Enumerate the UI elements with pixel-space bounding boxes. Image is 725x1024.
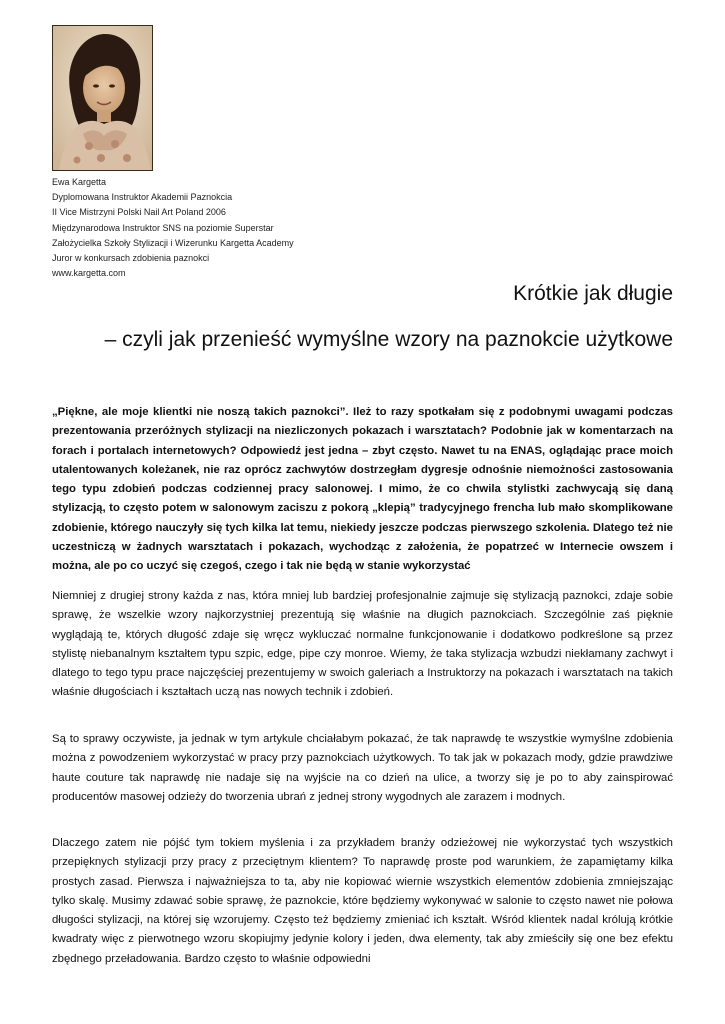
portrait-image [53,26,153,171]
body-paragraph: Są to sprawy oczywiste, ja jednak w tym artykule chciałabym pokazać, że tak naprawdę te wszystkie wymyślne zdobienia można z powodzeniem wykorzystać w pracy przy paznokciach użytkowych. To tak jak w pokazach mody, gdzie prawdziwe haute couture tak naprawdę nie nadaje się na wyjście na co dzień na ulice, a tworzy się je po to aby zainspirować producentów masowej odzieży do tworzenia ubrań z jednej strony wygodnych ale zarazem i modnych. [52,733,673,803]
bio-line: Założycielka Szkoły Stylizacji i Wizerunku Kargetta Academy [52,237,294,248]
article-title: Krótkie jak długie [513,282,673,305]
body-paragraph: Niemniej z drugiej strony każda z nas, która mniej lub bardziej profesjonalnie zajmuje się stylizacją paznokci, zdaje sobie sprawę, że wszelkie wzory najkorzystniej prezentują się właśnie na długich paznokciach. Szczególnie zaś pięknie wyglądają te, których długość zdaje się wręcz wykluczać normalne funkcjonowanie i dodatkowo podkreślone są przez stylistę niebanalnym kształtem typu szpic, edge, pipe czy monroe. Wiemy, że taka stylizacja wzbudzi niekłamany zachwyt i dlatego to tego typu prace najczęściej prezentujemy w swoich galeriach a Instruktorzy na pokazach i warsztatach na takich właśnie długościach i kształtach uczą nas nowych technik i zdobień. [52,590,673,699]
author-bio [52,175,294,281]
bio-line-name: Ewa Kargetta [52,177,107,187]
bio-line: Dyplomowana Instruktor Akademii Paznokcia [52,192,233,203]
bio-line: Juror w konkursach zdobienia paznokci [52,253,210,264]
author-photo [52,25,153,171]
bio-line: II Vice Mistrzyni Polski Nail Art Poland 2006 [52,207,226,218]
article-subtitle: – czyli jak przenieść wymyślne wzory na paznokcie użytkowe [104,328,673,351]
body-paragraph: Dlaczego zatem nie pójść tym tokiem myślenia i za przykładem branży odzieżowej nie wykorzystać tych wszystkich przepięknych stylizacji przy pracy z przeciętnym klientem? To naprawdę proste pod warunkiem, że zapamiętamy kilka prostych zasad. Pierwsza i najważniejsza to ta, aby nie kopiować wiernie wszystkich elementów zdobienia zmniejszając tylko skalę. Musimy zdawać sobie sprawę, że paznokcie, które będziemy wykonywać w salonie to często nawet nie połowa długości stylizacji, na której się wzorujemy. Często też będziemy zmieniać ich kształt. Wśród klientek nadal królują krótkie kwadraty więc z pierwotnego wzoru skopiujmy jedynie kolory i jeden, dwa elementy, tak aby zmieściły się one bez efektu zbędnego przeładowania. Bardzo często to właśnie odpowiedni [52,837,673,965]
lead-paragraph: „Piękne, ale moje klientki nie noszą takich paznokci”. Ileż to razy spotkałam się z podobnymi uwagami podczas prezentowania przeróżnych stylizacji na niezliczonych pokazach i warsztatach? Podobnie jak w komentarzach na forach i portalach internetowych? Odpowiedź jest jedna – zbyt często. Nawet tu na ENAS, oglądając prace moich utalentowanych koleżanek, nie raz oprócz zachwytów dostrzegłam dygresje odnośnie niemożności zastosowania tego typu zdobień podczas codziennej pracy salonowej. I mimo, że co chwila stylistki zachwycają się daną stylizacją, to często potem w salonowym zaciszu z pokorą „klepią” tradycyjnego frencha lub mało skomplikowane zdobienie, którego nauczyły się tych kilka lat temu, niekiedy jeszcze podczas pierwszego szkolenia. Dlatego też nie uczestniczą w żadnych warsztatach i pokazach, wychodząc z założenia, że popatrzeć w Internecie owszem i można, ale po co uczyć się czegoś, czego i tak nie będą w stanie wykorzystać [52,406,673,573]
bio-line-website: www.kargetta.com [52,268,126,279]
bio-line: Międzynarodowa Instruktor SNS na poziomie Superstar [52,222,274,233]
